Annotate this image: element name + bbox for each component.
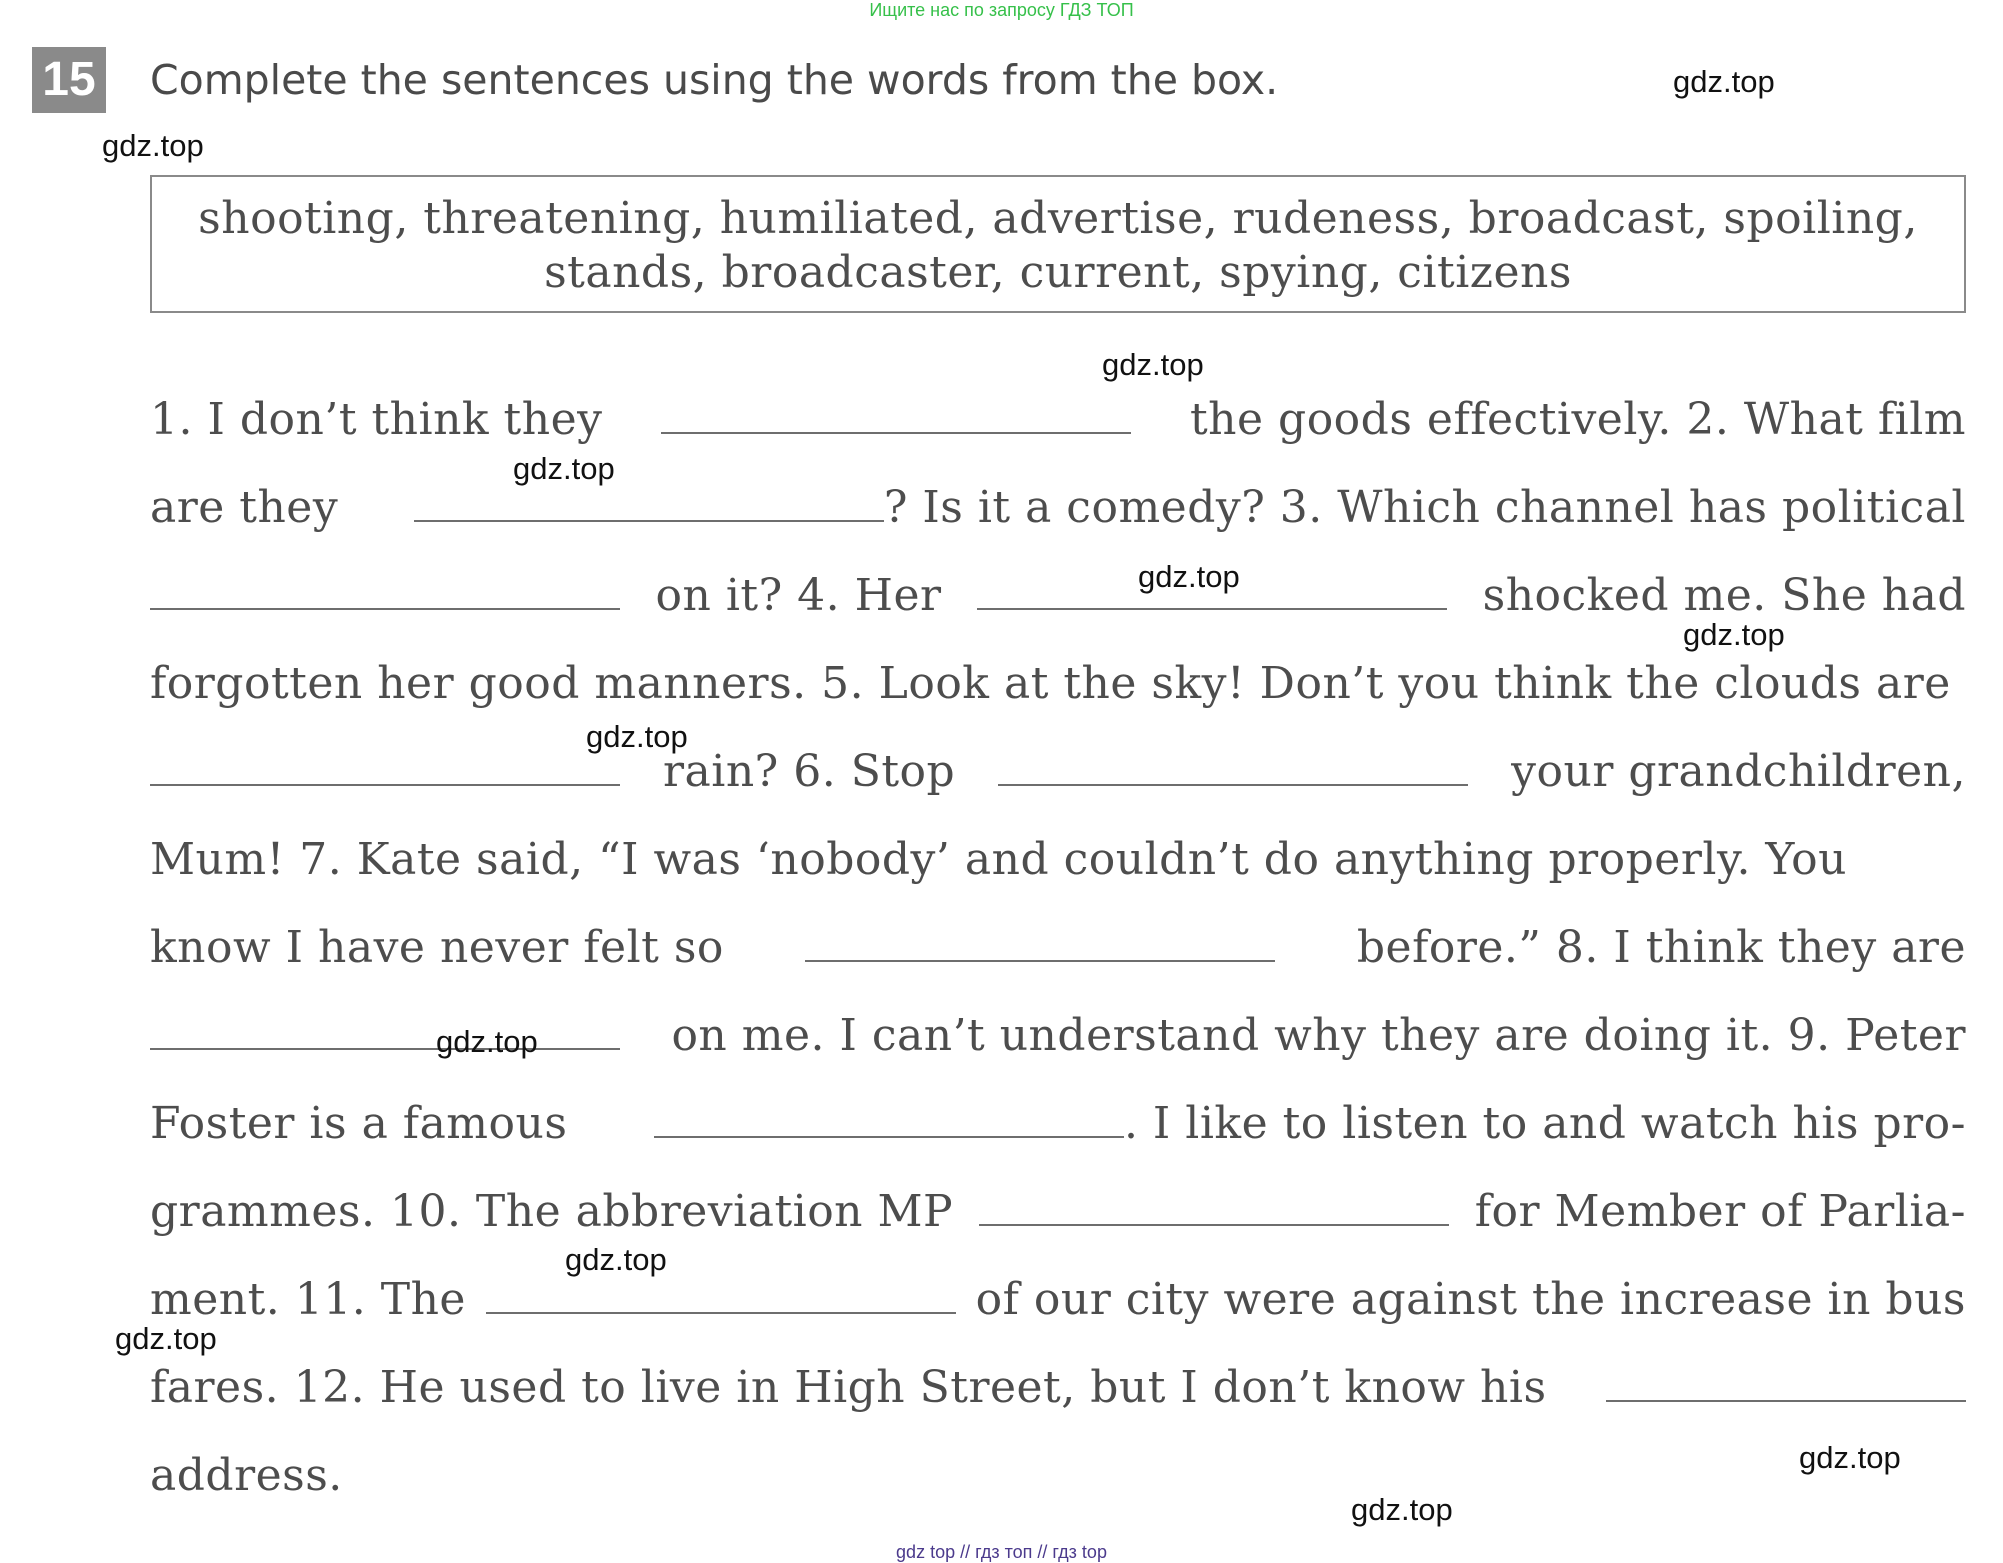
- watermark: gdz.top: [1138, 559, 1240, 594]
- watermark: gdz.top: [102, 128, 204, 163]
- answer-blank-11[interactable]: [486, 1310, 956, 1314]
- watermark: gdz.top: [1102, 347, 1204, 382]
- watermark: gdz.top: [1799, 1440, 1901, 1475]
- answer-blank-10[interactable]: [979, 1222, 1449, 1226]
- text-segment: on it? 4. Her: [655, 570, 942, 621]
- text-segment: rain? 6. Stop: [662, 746, 956, 797]
- text-segment: ? Is it a comedy? 3. Which channel has political: [883, 482, 1966, 533]
- text-segment: forgotten her good manners. 5. Look at the sky! Don’t you think the clouds are: [150, 658, 1951, 709]
- text-segment: the goods effectively. 2. What film: [1189, 394, 1966, 445]
- text-segment: address.: [150, 1450, 343, 1501]
- text-segment: of our city were against the increase in bus: [975, 1274, 1966, 1325]
- answer-blank-9[interactable]: [654, 1134, 1124, 1138]
- text-segment: fares. 12. He used to live in High Street, but I don’t know his: [150, 1362, 1547, 1413]
- answer-blank-3[interactable]: [150, 606, 620, 610]
- answer-blank-8[interactable]: [150, 1046, 620, 1050]
- watermark: gdz.top: [513, 451, 615, 486]
- answer-blank-5[interactable]: [150, 782, 620, 786]
- text-line-13: [150, 1446, 1966, 1506]
- text-segment: grammes. 10. The abbreviation MP: [150, 1186, 954, 1237]
- text-segment: ment. 11. The: [150, 1274, 466, 1325]
- exercise-instruction: Complete the sentences using the words from the box.: [150, 56, 1279, 104]
- text-segment: 1. I don’t think they: [150, 394, 603, 445]
- text-line-9: [150, 1094, 1966, 1154]
- answer-blank-2[interactable]: [414, 518, 884, 522]
- text-line-4: [150, 654, 1966, 714]
- text-segment: shocked me. She had: [1482, 570, 1966, 621]
- exercise-number-badge: 15: [32, 47, 106, 113]
- text-line-5: [150, 742, 1966, 802]
- word-box-line-1: shooting, threatening, humiliated, advertise, rudeness, broadcast, spoiling,: [198, 193, 1918, 244]
- text-group: [654, 1094, 1966, 1154]
- word-box: [150, 175, 1966, 313]
- text-group: [414, 478, 1966, 538]
- footer-links[interactable]: gdz top // гдз топ // гдз top: [896, 1542, 1107, 1562]
- text-segment: know I have never felt so: [150, 922, 724, 973]
- answer-blank-4[interactable]: [977, 606, 1447, 610]
- text-segment: are they: [150, 482, 339, 533]
- text-line-12: [150, 1358, 1966, 1418]
- text-line-10: [150, 1182, 1966, 1242]
- watermark: gdz.top: [1673, 64, 1775, 99]
- text-segment: . I like to listen to and watch his pro-: [1123, 1098, 1966, 1149]
- text-segment: your grandchildren,: [1511, 746, 1966, 797]
- answer-blank-12[interactable]: [1606, 1398, 1966, 1402]
- answer-blank-6[interactable]: [998, 782, 1468, 786]
- text-segment: Mum! 7. Kate said, “I was ‘nobody’ and couldn’t do anything properly. You: [150, 834, 1847, 885]
- watermark: gdz.top: [115, 1321, 217, 1356]
- text-line-6: [150, 830, 1966, 890]
- text-line-2: [150, 478, 1966, 538]
- text-line-11: [150, 1270, 1966, 1330]
- text-line-7: [150, 918, 1966, 978]
- top-banner[interactable]: Ищите нас по запросу ГДЗ ТОП: [869, 0, 1134, 20]
- text-segment: before.” 8. I think they are: [1356, 922, 1966, 973]
- answer-blank-1[interactable]: [661, 430, 1131, 434]
- text-segment: for Member of Parlia-: [1474, 1186, 1966, 1237]
- answer-blank-7[interactable]: [805, 958, 1275, 962]
- watermark: gdz.top: [586, 719, 688, 754]
- text-segment: on me. I can’t understand why they are doing it. 9. Peter: [671, 1010, 1966, 1061]
- watermark: gdz.top: [1351, 1492, 1453, 1527]
- watermark: gdz.top: [1683, 617, 1785, 652]
- text-segment: Foster is a famous: [150, 1098, 568, 1149]
- watermark: gdz.top: [436, 1024, 538, 1059]
- text-line-1: [150, 390, 1966, 450]
- text-line-8: [150, 1006, 1966, 1066]
- watermark: gdz.top: [565, 1242, 667, 1277]
- word-box-line-2: stands, broadcaster, current, spying, citizens: [544, 247, 1572, 298]
